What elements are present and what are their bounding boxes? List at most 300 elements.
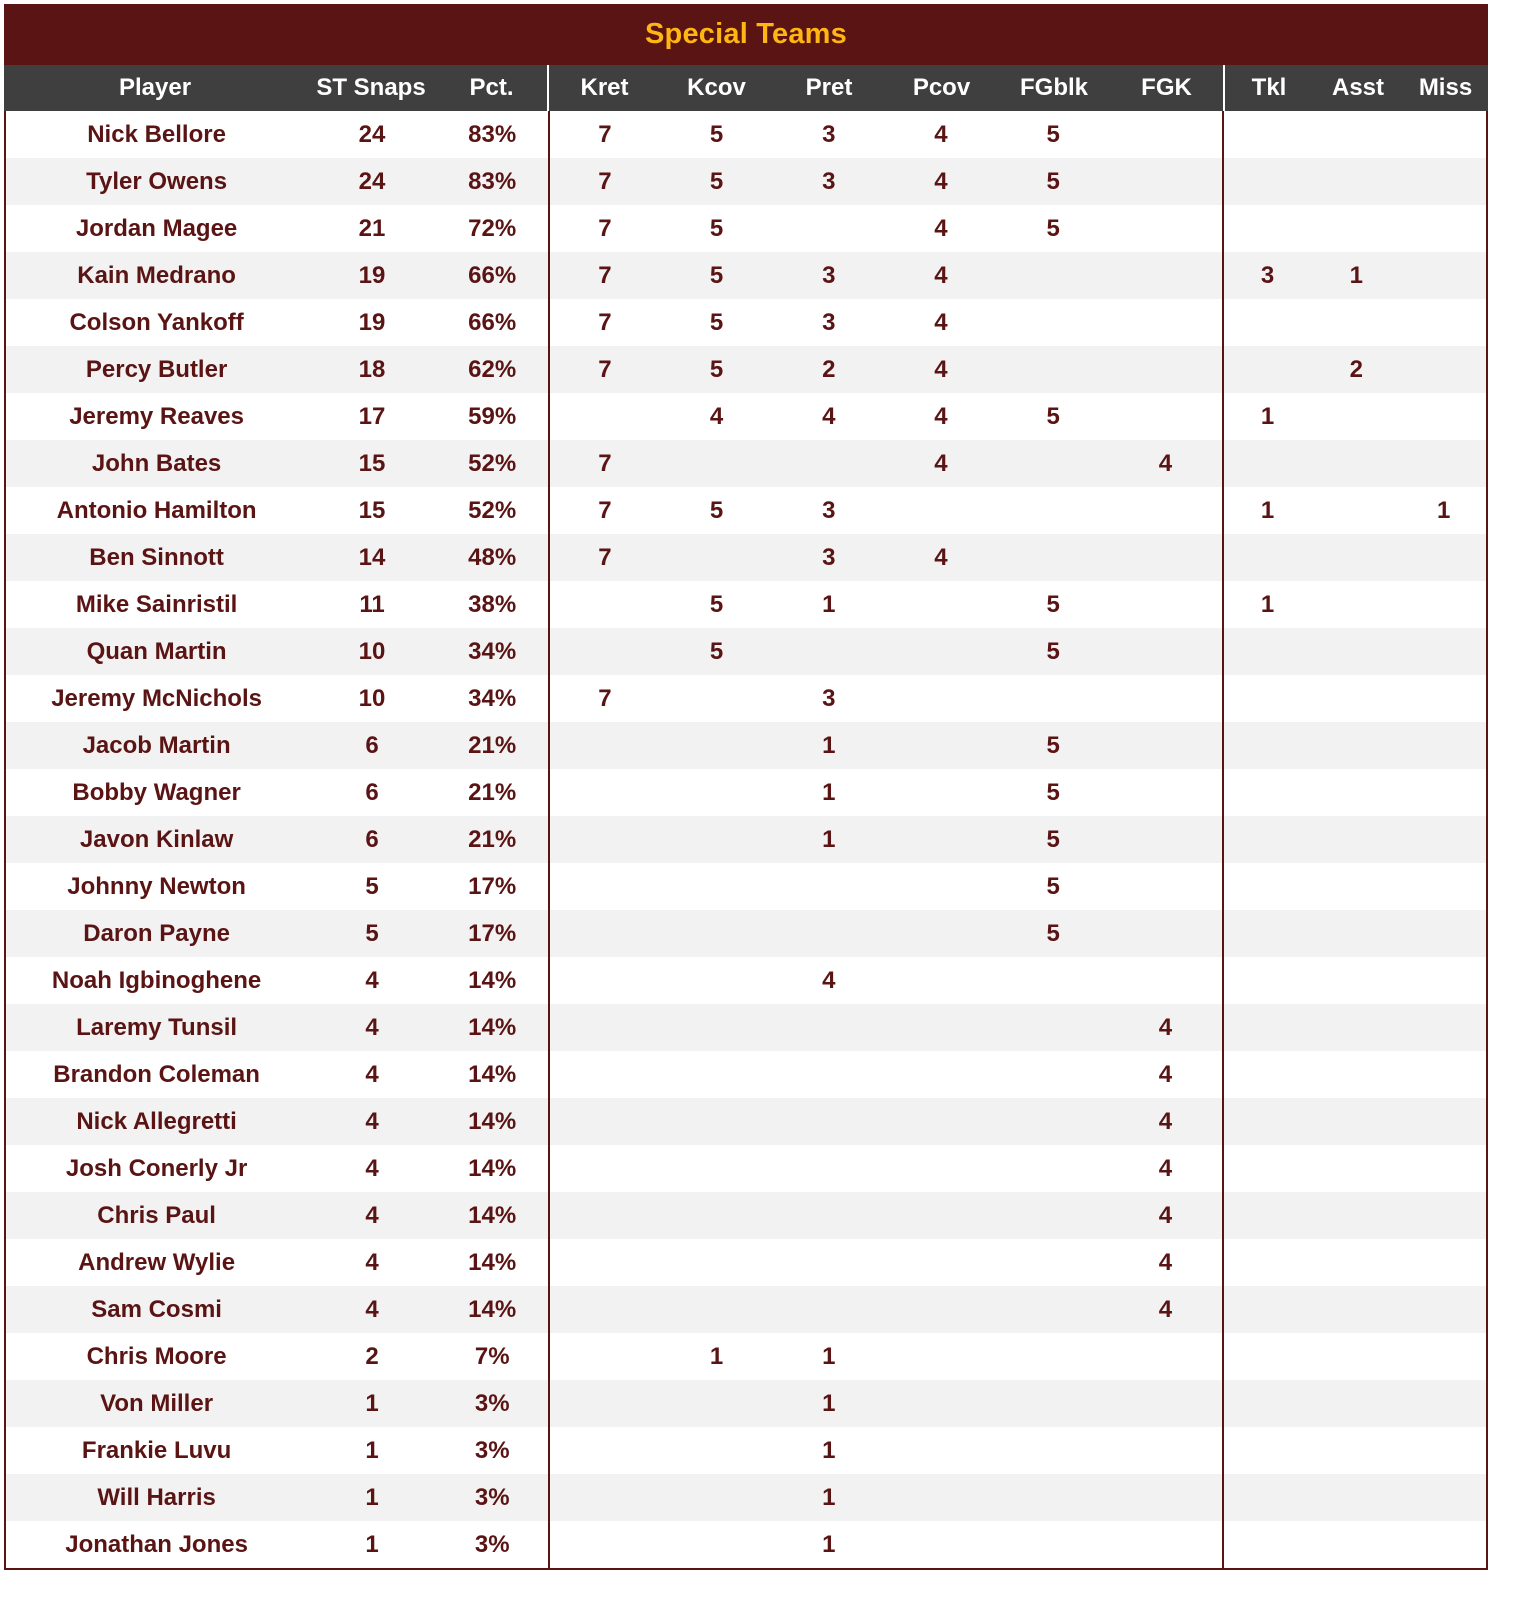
- table-row: [6, 1145, 1486, 1192]
- stat-cell: 4: [1158, 449, 1173, 477]
- table-row: [6, 816, 1486, 863]
- stat-cell: [660, 769, 773, 816]
- stat-cell: [1401, 675, 1486, 722]
- stat-cell: 21%: [468, 778, 517, 806]
- stat-cell: 5: [365, 919, 379, 947]
- stat-cell: [997, 440, 1109, 487]
- stat-cell: [1311, 205, 1401, 252]
- table-row: [6, 628, 1486, 675]
- stat-cell: [1109, 205, 1222, 252]
- player-name-cell: Daron Payne: [83, 919, 230, 947]
- stat-cell: [1311, 393, 1401, 440]
- stat-cell: 4: [365, 1107, 379, 1135]
- stat-cell: [660, 1380, 773, 1427]
- stat-cell: [1311, 111, 1401, 158]
- player-name-cell: Jeremy Reaves: [69, 402, 244, 430]
- stat-cell: 6: [365, 731, 379, 759]
- table-row: [6, 957, 1486, 1004]
- stat-cell: 1: [822, 825, 836, 853]
- stat-cell: [1401, 1051, 1486, 1098]
- table-row: [6, 722, 1486, 769]
- stat-cell: 5: [709, 637, 724, 665]
- stat-cell: 7: [548, 346, 661, 393]
- stat-cell: [885, 1098, 998, 1145]
- stat-cell: 1: [1222, 393, 1312, 440]
- stat-cell: 5: [1046, 214, 1060, 242]
- stat-cell: [1311, 1004, 1401, 1051]
- stat-cell: [1222, 1145, 1312, 1192]
- stat-cell: 1: [1222, 581, 1312, 628]
- stat-cell: [1311, 534, 1401, 581]
- stat-cell: 24: [358, 120, 386, 148]
- special-teams-table: [4, 4, 1488, 1570]
- player-name-cell: Von Miller: [100, 1389, 214, 1417]
- player-name-cell: Noah Igbinoghene: [51, 966, 262, 994]
- player-name-cell: Johnny Newton: [67, 872, 246, 900]
- stat-cell: 1: [365, 1436, 379, 1464]
- stat-cell: [660, 1051, 773, 1098]
- stat-cell: 5: [709, 167, 724, 195]
- stat-cell: 38%: [468, 590, 517, 618]
- stat-cell: [773, 1286, 885, 1333]
- player-name-cell: Mike Sainristil: [75, 590, 238, 618]
- stat-cell: 10: [358, 684, 386, 712]
- stat-cell: [1311, 1427, 1401, 1474]
- stat-cell: [1222, 957, 1312, 1004]
- stat-cell: [1222, 1004, 1312, 1051]
- stat-cell: 72%: [468, 214, 517, 242]
- column-header-7: FGblk: [1019, 74, 1088, 101]
- stat-cell: 3%: [474, 1530, 510, 1558]
- player-name-cell: Frankie Luvu: [81, 1436, 232, 1464]
- stat-cell: [1109, 1427, 1222, 1474]
- stat-cell: 7: [548, 205, 661, 252]
- stat-cell: 5: [365, 872, 379, 900]
- stat-cell: [773, 1145, 885, 1192]
- stat-cell: [1109, 581, 1222, 628]
- table-row: [6, 299, 1486, 346]
- stat-cell: [997, 1239, 1109, 1286]
- stat-cell: [1401, 816, 1486, 863]
- stat-cell: [1109, 910, 1222, 957]
- stat-cell: [1109, 1380, 1222, 1427]
- stat-cell: [1222, 1051, 1312, 1098]
- stat-cell: 5: [709, 590, 724, 618]
- stat-cell: 4: [934, 402, 948, 430]
- stat-cell: 5: [709, 496, 724, 524]
- stat-cell: [1401, 346, 1486, 393]
- stat-cell: [548, 581, 661, 628]
- stat-cell: 5: [709, 261, 724, 289]
- stat-cell: 7: [548, 440, 661, 487]
- stat-cell: 21%: [468, 731, 517, 759]
- player-name-cell: Tyler Owens: [86, 167, 228, 195]
- stat-cell: [1109, 722, 1222, 769]
- stat-cell: 4: [365, 1154, 379, 1182]
- stat-cell: 4: [934, 214, 948, 242]
- stat-cell: [1311, 1286, 1401, 1333]
- stat-cell: 2: [365, 1342, 379, 1370]
- stat-cell: [660, 816, 773, 863]
- stat-cell: 34%: [468, 637, 517, 665]
- stat-cell: 4: [365, 1013, 379, 1041]
- stat-cell: 4: [934, 120, 948, 148]
- stat-cell: 5: [1046, 120, 1060, 148]
- stat-cell: [885, 957, 998, 1004]
- column-header-9: Tkl: [1223, 65, 1313, 111]
- stat-cell: [997, 1051, 1109, 1098]
- stat-cell: [1401, 1474, 1486, 1521]
- stat-cell: [997, 534, 1109, 581]
- stat-cell: [1311, 581, 1401, 628]
- stat-cell: [1311, 722, 1401, 769]
- stat-cell: [773, 1192, 885, 1239]
- table-row: [6, 158, 1486, 205]
- stat-cell: [885, 722, 998, 769]
- stat-cell: 24: [358, 167, 386, 195]
- table-title-bar: [4, 4, 1488, 65]
- stat-cell: 15: [358, 496, 386, 524]
- stat-cell: 5: [709, 214, 724, 242]
- stat-cell: [660, 440, 773, 487]
- column-header-3: Kret: [547, 65, 660, 111]
- stat-cell: 59%: [468, 402, 517, 430]
- stat-cell: 15: [358, 449, 386, 477]
- stat-cell: 1: [822, 1389, 836, 1417]
- stat-cell: [548, 1286, 661, 1333]
- stat-cell: [1311, 957, 1401, 1004]
- stat-cell: [1222, 1380, 1312, 1427]
- stat-cell: 52%: [468, 449, 517, 477]
- stat-cell: [548, 1380, 661, 1427]
- player-name-cell: Ben Sinnott: [89, 543, 224, 571]
- stat-cell: [1109, 346, 1222, 393]
- stat-cell: [548, 1098, 661, 1145]
- stat-cell: 19: [358, 308, 386, 336]
- stat-cell: 66%: [468, 308, 517, 336]
- stat-cell: [1311, 675, 1401, 722]
- stat-cell: [1109, 769, 1222, 816]
- stat-cell: [773, 1239, 885, 1286]
- stat-cell: [660, 1145, 773, 1192]
- stat-cell: 1: [822, 731, 836, 759]
- stat-cell: [773, 205, 885, 252]
- stat-cell: [997, 1521, 1109, 1568]
- player-name-cell: Javon Kinlaw: [79, 825, 234, 853]
- stat-cell: [997, 1004, 1109, 1051]
- stat-cell: 83%: [468, 167, 517, 195]
- stat-cell: [1401, 1004, 1486, 1051]
- stat-cell: [548, 1145, 661, 1192]
- stat-cell: 1: [365, 1389, 379, 1417]
- stat-cell: [548, 722, 661, 769]
- stat-cell: [1222, 863, 1312, 910]
- stat-cell: 4: [1158, 1295, 1173, 1323]
- stat-cell: [1222, 534, 1312, 581]
- stat-cell: [1401, 299, 1486, 346]
- stat-cell: 11: [359, 590, 385, 618]
- table-row: [6, 1051, 1486, 1098]
- stat-cell: [1311, 440, 1401, 487]
- stat-cell: 4: [1158, 1201, 1173, 1229]
- stat-cell: [660, 675, 773, 722]
- stat-cell: [660, 534, 773, 581]
- stat-cell: 7: [548, 534, 661, 581]
- stat-cell: [997, 957, 1109, 1004]
- stat-cell: 5: [1046, 731, 1060, 759]
- stat-cell: [997, 1380, 1109, 1427]
- table-body: [4, 111, 1488, 1570]
- stat-cell: [1109, 816, 1222, 863]
- stat-cell: [660, 1192, 773, 1239]
- stat-cell: 5: [709, 120, 724, 148]
- stat-cell: 5: [1046, 402, 1060, 430]
- stat-cell: [997, 1474, 1109, 1521]
- stat-cell: 5: [1046, 825, 1060, 853]
- stat-cell: 21: [358, 214, 386, 242]
- stat-cell: [997, 487, 1109, 534]
- stat-cell: [1311, 299, 1401, 346]
- stat-cell: 5: [1046, 590, 1060, 618]
- player-name-cell: Chris Moore: [86, 1342, 227, 1370]
- stat-cell: [1311, 1333, 1401, 1380]
- stat-cell: 5: [1046, 919, 1060, 947]
- stat-cell: [1222, 111, 1312, 158]
- stat-cell: [1222, 1521, 1312, 1568]
- stat-cell: [1222, 1474, 1312, 1521]
- stat-cell: 21%: [468, 825, 517, 853]
- player-name-cell: John Bates: [91, 449, 222, 477]
- stat-cell: [1311, 1474, 1401, 1521]
- table-row: [6, 346, 1486, 393]
- stat-cell: [997, 346, 1109, 393]
- stat-cell: 19: [358, 261, 386, 289]
- stat-cell: 7: [548, 299, 661, 346]
- stat-cell: [1401, 205, 1486, 252]
- stat-cell: [1311, 1239, 1401, 1286]
- table-row: [6, 111, 1486, 158]
- stat-cell: [1401, 1098, 1486, 1145]
- stat-cell: [1401, 1192, 1486, 1239]
- stat-cell: [1311, 769, 1401, 816]
- player-name-cell: Jordan Magee: [75, 214, 238, 242]
- stat-cell: 4: [365, 1060, 379, 1088]
- table-row: [6, 1427, 1486, 1474]
- column-header-8: FGK: [1141, 74, 1192, 101]
- stat-cell: 34%: [468, 684, 517, 712]
- player-name-cell: Jacob Martin: [82, 731, 231, 759]
- stat-cell: 1: [822, 1342, 836, 1370]
- stat-cell: [548, 910, 661, 957]
- stat-cell: [1222, 1192, 1312, 1239]
- column-header-1: ST Snaps: [316, 74, 426, 101]
- player-name-cell: Antonio Hamilton: [56, 496, 257, 524]
- stat-cell: 17%: [468, 919, 517, 947]
- stat-cell: [1401, 534, 1486, 581]
- player-name-cell: Nick Bellore: [87, 120, 226, 148]
- stat-cell: [548, 1427, 661, 1474]
- stat-cell: [885, 628, 998, 675]
- stat-cell: 4: [934, 543, 948, 571]
- stat-cell: 2: [822, 355, 836, 383]
- player-name-cell: Colson Yankoff: [69, 308, 244, 336]
- stat-cell: [1222, 440, 1312, 487]
- stat-cell: [1109, 252, 1222, 299]
- stat-cell: [1222, 769, 1312, 816]
- stat-cell: [885, 1521, 998, 1568]
- player-name-cell: Jeremy McNichols: [51, 684, 262, 712]
- stat-cell: [1109, 628, 1222, 675]
- stat-cell: 62%: [468, 355, 517, 383]
- player-name-cell: Percy Butler: [85, 355, 228, 383]
- stat-cell: [660, 863, 773, 910]
- table-title: Special Teams: [645, 18, 847, 50]
- stat-cell: [885, 816, 998, 863]
- stat-cell: 4: [1158, 1013, 1173, 1041]
- stat-cell: 7: [548, 252, 661, 299]
- column-header-4: Kcov: [687, 74, 746, 101]
- stat-cell: [885, 1192, 998, 1239]
- stat-cell: [997, 1427, 1109, 1474]
- table-row: [6, 1286, 1486, 1333]
- stat-cell: 1: [1349, 261, 1364, 289]
- stat-cell: [1401, 1239, 1486, 1286]
- stat-cell: [660, 1004, 773, 1051]
- stat-cell: 3%: [474, 1483, 510, 1511]
- player-name-cell: Jonathan Jones: [65, 1530, 248, 1558]
- stat-cell: 5: [1046, 167, 1060, 195]
- player-name-cell: Quan Martin: [86, 637, 227, 665]
- stat-cell: [1109, 675, 1222, 722]
- stat-cell: [885, 1427, 998, 1474]
- table-row: [6, 581, 1486, 628]
- stat-cell: [1109, 487, 1222, 534]
- stat-cell: 4: [822, 402, 836, 430]
- stat-cell: [997, 299, 1109, 346]
- stat-cell: 14%: [468, 1060, 517, 1088]
- stat-cell: 7%: [474, 1342, 510, 1370]
- stat-cell: [548, 1333, 661, 1380]
- stat-cell: [1109, 111, 1222, 158]
- stat-cell: [548, 1004, 661, 1051]
- stat-cell: [548, 1474, 661, 1521]
- stat-cell: 4: [934, 261, 948, 289]
- stat-cell: [660, 1098, 773, 1145]
- stat-cell: 14%: [468, 1295, 517, 1323]
- stat-cell: 4: [934, 355, 948, 383]
- stat-cell: [997, 1192, 1109, 1239]
- stat-cell: 1: [1222, 487, 1312, 534]
- stat-cell: [885, 1239, 998, 1286]
- stat-cell: [1311, 158, 1401, 205]
- stat-cell: [1222, 205, 1312, 252]
- stat-cell: [885, 1051, 998, 1098]
- table-row: [6, 863, 1486, 910]
- stat-cell: [885, 1380, 998, 1427]
- stat-cell: [660, 957, 773, 1004]
- stat-cell: [548, 816, 661, 863]
- player-name-cell: Andrew Wylie: [78, 1248, 236, 1276]
- table-row: [6, 205, 1486, 252]
- stat-cell: 17: [358, 402, 386, 430]
- stat-cell: [1109, 534, 1222, 581]
- stat-cell: [660, 1474, 773, 1521]
- player-name-cell: Laremy Tunsil: [76, 1013, 238, 1041]
- stat-cell: [660, 722, 773, 769]
- stat-cell: [773, 440, 885, 487]
- stat-cell: 1: [365, 1530, 379, 1558]
- stat-cell: [660, 1286, 773, 1333]
- stat-cell: 14%: [468, 966, 517, 994]
- stat-cell: [885, 1333, 998, 1380]
- player-name-cell: Will Harris: [97, 1483, 216, 1511]
- stat-cell: [997, 1098, 1109, 1145]
- table-row: [6, 910, 1486, 957]
- stat-cell: [1109, 863, 1222, 910]
- stat-cell: [1222, 675, 1312, 722]
- stat-cell: [885, 769, 998, 816]
- player-name-cell: Nick Allegretti: [76, 1107, 237, 1135]
- player-name-cell: Bobby Wagner: [72, 778, 241, 806]
- player-name-cell: Chris Paul: [97, 1201, 216, 1229]
- stat-cell: [1401, 863, 1486, 910]
- stat-cell: [1222, 816, 1312, 863]
- stat-cell: [997, 252, 1109, 299]
- stat-cell: [548, 1239, 661, 1286]
- stat-cell: [1401, 440, 1486, 487]
- stat-cell: 6: [365, 825, 379, 853]
- stat-cell: [548, 393, 661, 440]
- stat-cell: 4: [822, 966, 836, 994]
- table-row: [6, 393, 1486, 440]
- stat-cell: [1311, 1145, 1401, 1192]
- stat-cell: 7: [548, 111, 661, 158]
- stat-cell: [1311, 910, 1401, 957]
- stat-cell: [548, 957, 661, 1004]
- stat-cell: [997, 675, 1109, 722]
- stat-cell: [1401, 393, 1486, 440]
- table-row: [6, 1239, 1486, 1286]
- stat-cell: [1401, 1521, 1486, 1568]
- stat-cell: 4: [365, 1248, 379, 1276]
- stat-cell: [1401, 769, 1486, 816]
- stat-cell: [1222, 1333, 1312, 1380]
- stat-cell: [1401, 1286, 1486, 1333]
- stat-cell: [1401, 910, 1486, 957]
- stat-cell: [773, 910, 885, 957]
- stat-cell: 7: [548, 158, 661, 205]
- stat-cell: 3: [822, 308, 836, 336]
- stat-cell: 14%: [468, 1154, 517, 1182]
- header-row: [4, 65, 1488, 111]
- stat-cell: 2: [1349, 355, 1364, 383]
- stat-cell: 5: [709, 355, 724, 383]
- stat-cell: 4: [1158, 1107, 1173, 1135]
- stat-cell: [1222, 1098, 1312, 1145]
- column-header-11: Miss: [1418, 74, 1473, 101]
- stat-cell: [885, 1145, 998, 1192]
- stat-cell: 66%: [468, 261, 517, 289]
- stat-cell: 4: [365, 1201, 379, 1229]
- stat-cell: 14: [358, 543, 386, 571]
- stat-cell: [997, 1333, 1109, 1380]
- stat-cell: [1401, 1380, 1486, 1427]
- stat-cell: [548, 628, 661, 675]
- stat-cell: [885, 910, 998, 957]
- table-row: [6, 440, 1486, 487]
- column-header-2: Pct.: [469, 74, 514, 101]
- stat-cell: 4: [934, 449, 948, 477]
